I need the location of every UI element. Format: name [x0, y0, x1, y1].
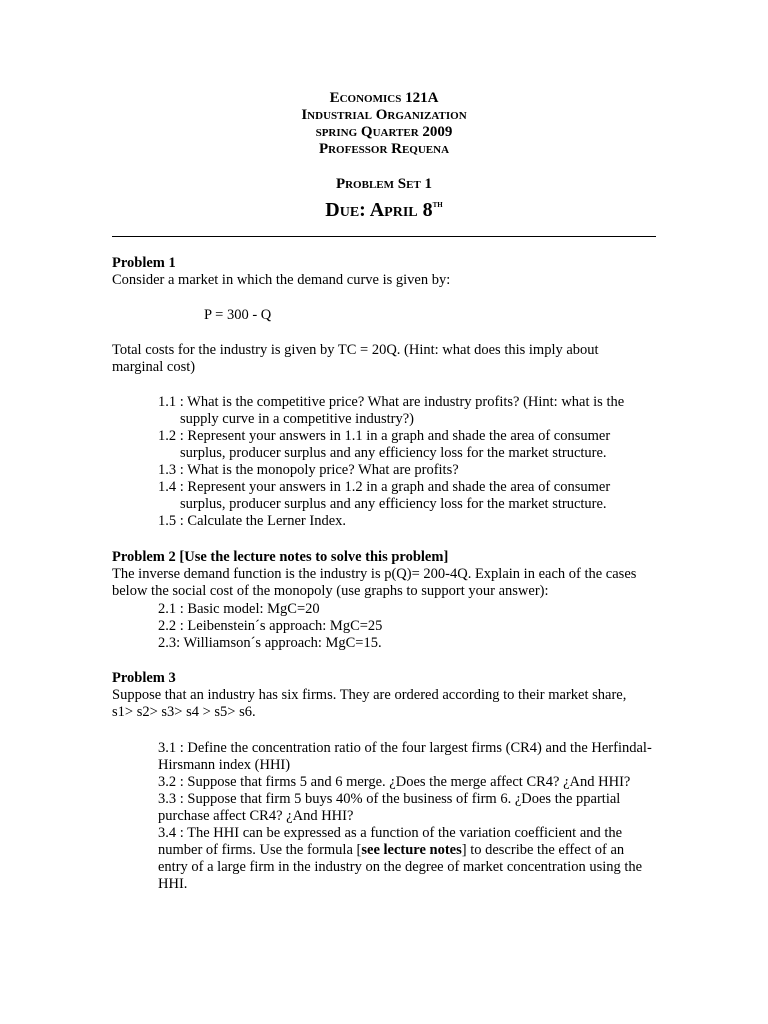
question-2-1: 2.1 : Basic model: MgC=20: [158, 601, 320, 617]
problem3-text: s1> s2> s3> s4 > s5> s6.: [112, 704, 256, 720]
demand-equation: [204, 307, 764, 324]
problem1-intro: Consider a market in which the demand curve is given by:: [112, 272, 451, 288]
cost-paragraph: [112, 342, 672, 376]
problem-set-title: Problem Set 1: [335, 176, 433, 192]
problem3-section: [112, 670, 672, 721]
problem1-title: Problem 1: [112, 255, 176, 271]
horizontal-divider: [112, 236, 656, 237]
question-1-3: 1.3 : What is the monopoly price? What are profits?: [158, 462, 459, 478]
problem3-text: Suppose that an industry has six firms. They are ordered according to their market share,: [112, 687, 627, 703]
question-1-1-cont: supply curve in a competitive industry?): [180, 411, 414, 427]
question-2-2: 2.2 : Leibenstein´s approach: MgC=25: [158, 618, 383, 634]
question-2-3: 2.3: Williamson´s approach: MgC=15.: [158, 635, 382, 651]
question-1-5: 1.5 : Calculate the Lerner Index.: [158, 513, 347, 529]
problem3-title: Problem 3: [112, 670, 176, 686]
question-3-1-cont: Hirsmann index (HHI): [158, 757, 291, 773]
course-header: [0, 90, 768, 158]
due-date-label: Due: April 8: [325, 199, 433, 221]
problem1-section: [112, 255, 672, 289]
question-1-1: 1.1 : What is the competitive price? What are industry profits? (Hint: what is the: [158, 394, 625, 410]
problem1-questions: [158, 394, 678, 530]
course-professor: Professor Requena: [318, 141, 450, 157]
question-3-4-text: ] to describe the effect of an: [461, 842, 625, 858]
due-date: [0, 194, 768, 221]
question-3-4: 3.4 : The HHI can be expressed as a function of the variation coefficient and the: [158, 825, 623, 841]
question-1-2-cont: surplus, producer surplus and any efficiency loss for the market structure.: [180, 445, 607, 461]
problem2-title: Problem 2 [Use the lecture notes to solve this problem]: [112, 549, 449, 565]
question-3-2: 3.2 : Suppose that firms 5 and 6 merge. ¿Does the merge affect CR4? ¿And HHI?: [158, 774, 631, 790]
question-3-4-cont: [158, 842, 678, 859]
problem2-questions: [158, 601, 678, 652]
problem3-questions: [158, 740, 678, 893]
course-subject: Industrial Organization: [301, 107, 467, 123]
question-1-4: 1.4 : Represent your answers in 1.2 in a graph and shade the area of consumer: [158, 479, 611, 495]
problem2-text: below the social cost of the monopoly (use graphs to support your answer):: [112, 583, 549, 599]
question-3-4-cont: HHI.: [158, 876, 188, 892]
question-3-1: 3.1 : Define the concentration ratio of the four largest firms (CR4) and the Herfindal-: [158, 740, 652, 756]
course-title: Economics 121A: [329, 90, 439, 106]
question-1-2: 1.2 : Represent your answers in 1.1 in a graph and shade the area of consumer: [158, 428, 611, 444]
cost-line: Total costs for the industry is given by TC = 20Q. (Hint: what does this imply about: [112, 342, 599, 358]
demand-equation-text: P = 300 - Q: [204, 307, 272, 323]
problem2-section: [112, 549, 672, 600]
lecture-notes-ref: see lecture notes: [361, 842, 462, 858]
course-quarter: spring Quarter 2009: [315, 124, 453, 140]
due-date-suffix: th: [432, 199, 443, 210]
question-3-3: 3.3 : Suppose that firm 5 buys 40% of the business of firm 6. ¿Does the ppartial: [158, 791, 621, 807]
problem2-text: The inverse demand function is the industry is p(Q)= 200-4Q. Explain in each of the cases: [112, 566, 637, 582]
question-3-4-text: number of firms. Use the formula [: [158, 842, 362, 858]
question-3-4-cont: entry of a large firm in the industry on the degree of market concentration using the: [158, 859, 643, 875]
cost-line: marginal cost): [112, 359, 196, 375]
question-3-3-cont: purchase affect CR4? ¿And HHI?: [158, 808, 354, 824]
question-1-4-cont: surplus, producer surplus and any efficiency loss for the market structure.: [180, 496, 607, 512]
